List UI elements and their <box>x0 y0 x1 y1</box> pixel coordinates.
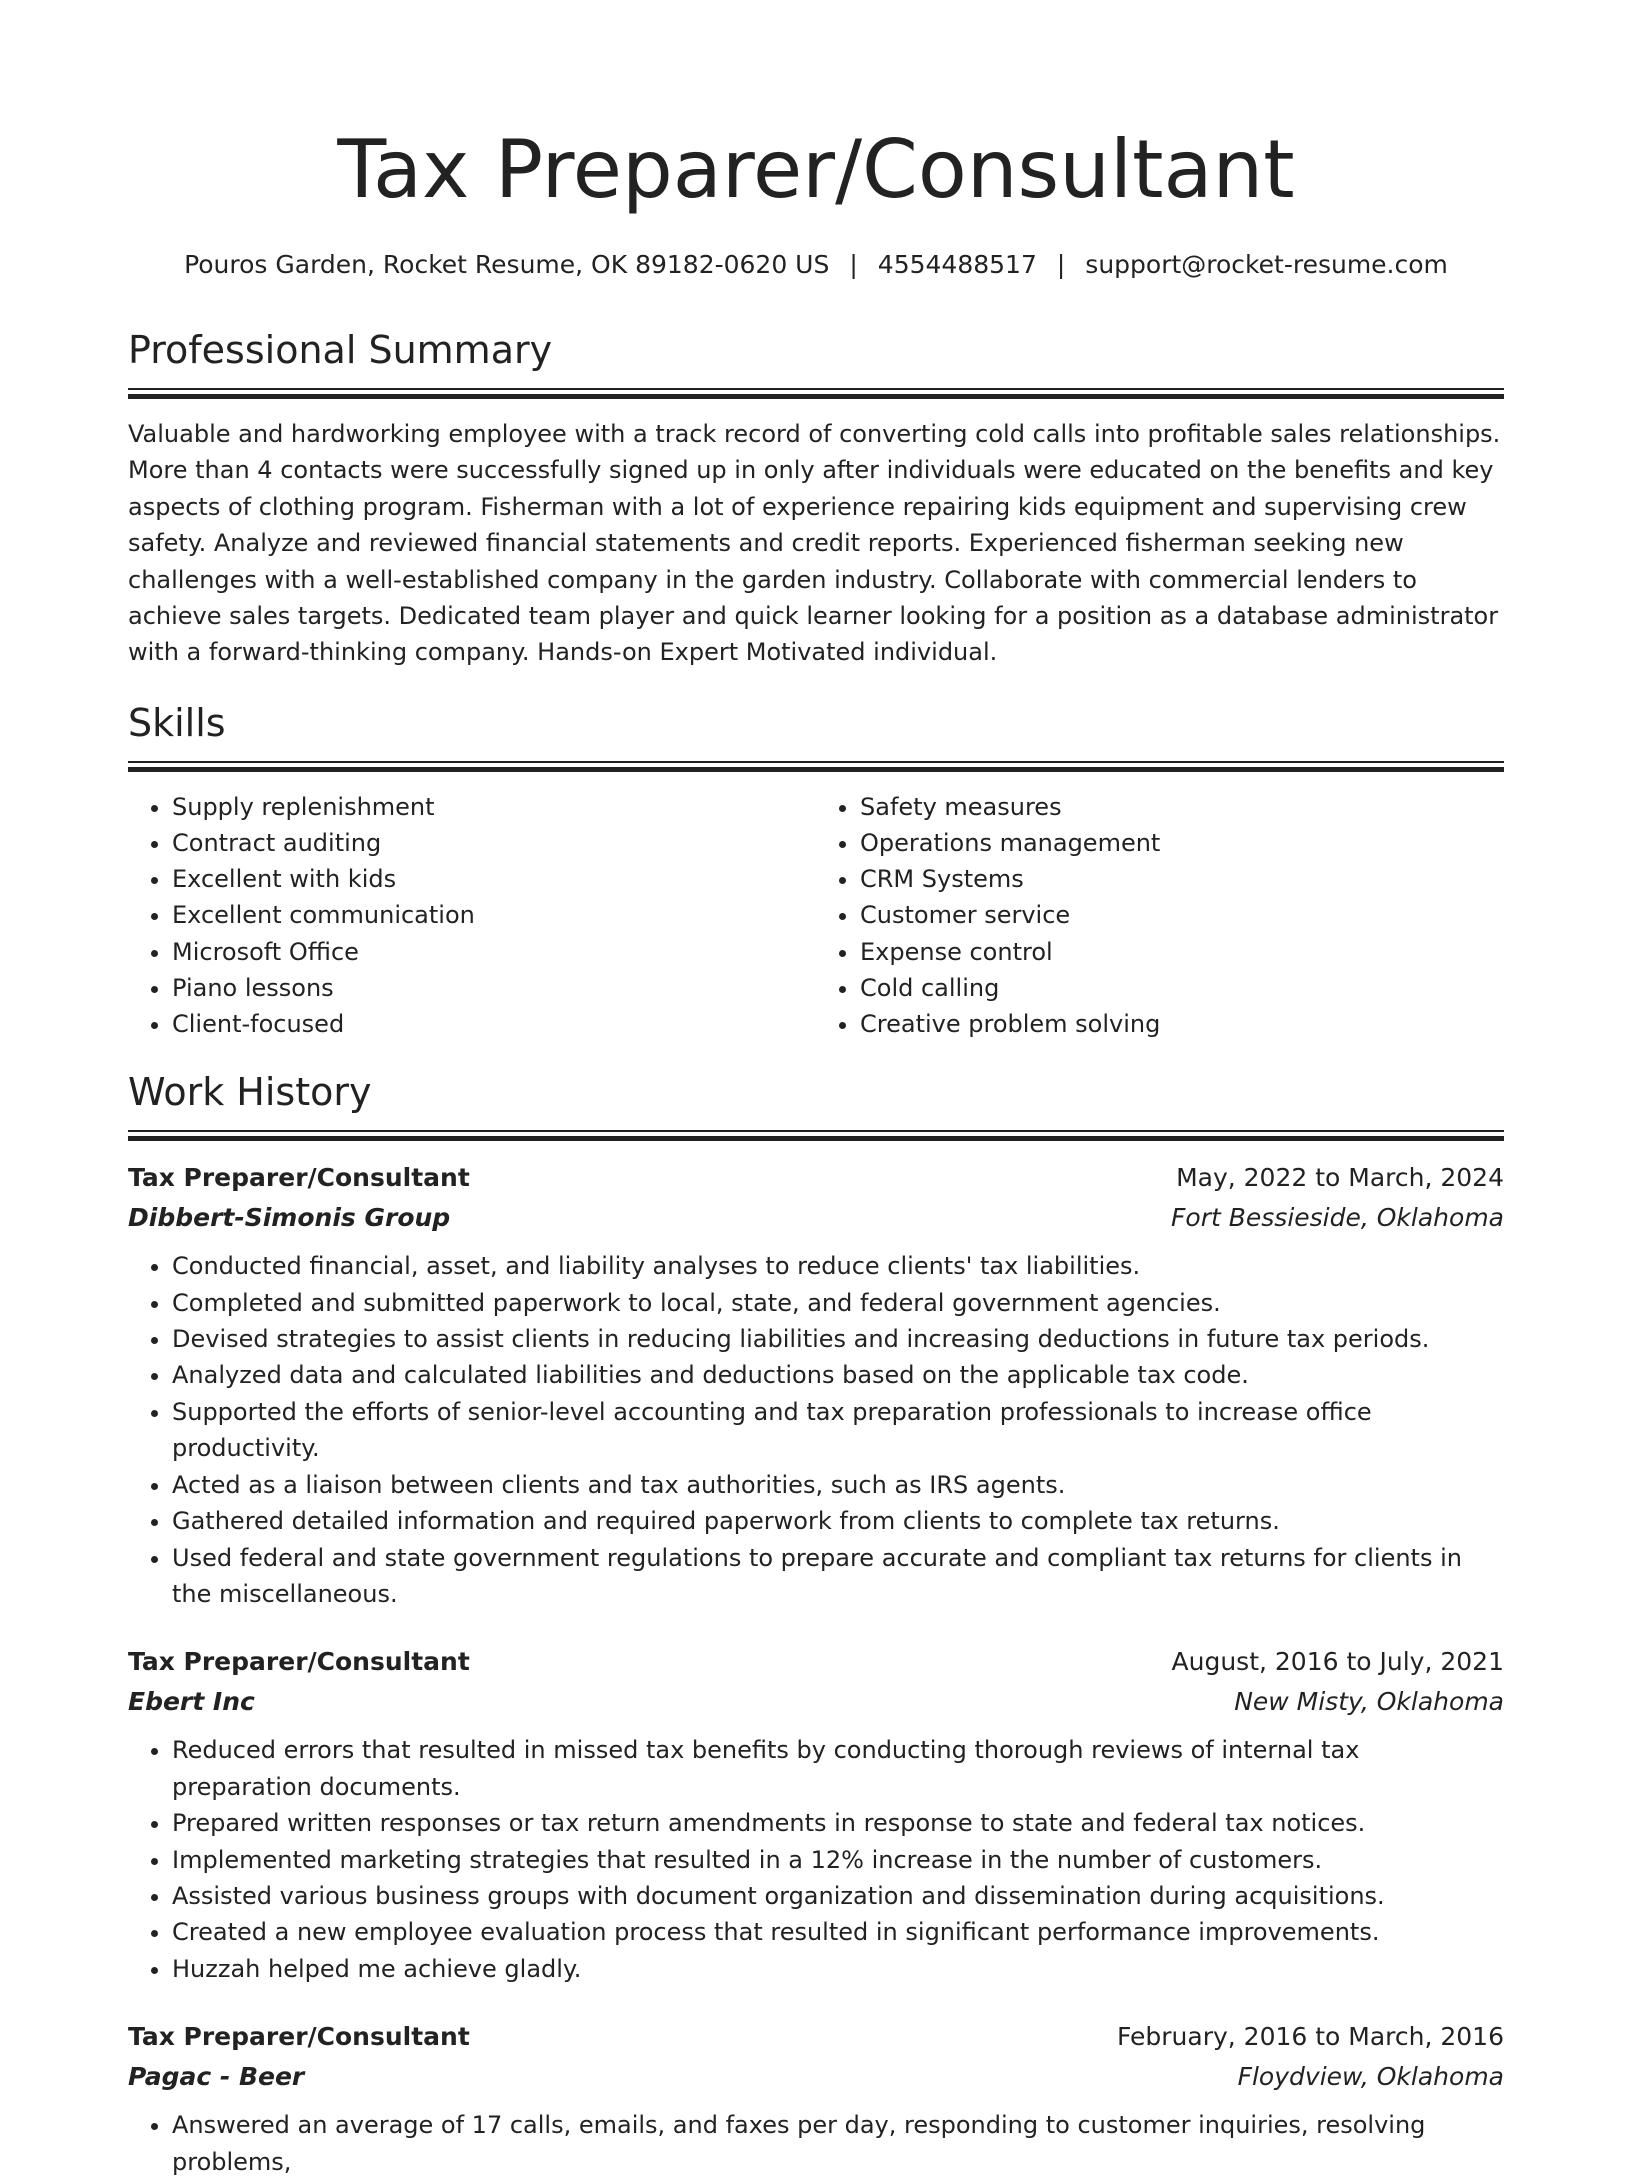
job-bullet: • Analyzed data and calculated liabilities and deductions based on the applicable tax code. <box>172 1357 1504 1393</box>
job-location: New Misty, Oklahoma <box>1234 1687 1504 1717</box>
job-title: Tax Preparer/Consultant <box>128 1647 470 1677</box>
contact-phone: 4554488517 <box>877 250 1037 279</box>
section-divider <box>128 388 1504 398</box>
job-bullet: • Created a new employee evaluation process that resulted in significant performance improvements. <box>172 1914 1504 1950</box>
skill-item: • CRM Systems <box>860 861 1504 897</box>
skill-item: • Cold calling <box>860 970 1504 1006</box>
section-divider <box>128 761 1504 771</box>
job-bullet: • Prepared written responses or tax return amendments in response to state and federal tax notices. <box>172 1805 1504 1841</box>
job-bullets <box>128 1248 1504 1612</box>
contact-separator: | <box>849 250 858 279</box>
job-location: Fort Bessieside, Oklahoma <box>1171 1203 1504 1233</box>
work-section <box>128 1068 1504 2180</box>
contact-separator: | <box>1056 250 1066 279</box>
job-company: Ebert Inc <box>128 1687 255 1717</box>
skill-item: • Client-focused <box>172 1006 816 1042</box>
section-divider <box>128 1130 1504 1140</box>
skill-item: • Expense control <box>860 934 1504 970</box>
job-bullet: • Assisted various business groups with document organization and dissemination during acquisitions. <box>172 1878 1504 1914</box>
contact-email: support@rocket-resume.com <box>1085 250 1448 279</box>
job-company: Pagac - Beer <box>128 2062 305 2092</box>
skills-columns <box>128 789 1504 1042</box>
job-bullet: • Answered an average of 17 calls, emails, and faxes per day, responding to customer inquiries, resolving problems, <box>172 2107 1504 2180</box>
skills-section <box>128 699 1504 1042</box>
job-bullet: • Completed and submitted paperwork to local, state, and federal government agencies. <box>172 1285 1504 1321</box>
job-dates: August, 2016 to July, 2021 <box>1171 1647 1504 1677</box>
skills-list-right <box>816 789 1504 1042</box>
skill-item: • Excellent with kids <box>172 861 816 897</box>
job-bullet: • Implemented marketing strategies that resulted in a 12% increase in the number of customers. <box>172 1842 1504 1878</box>
job-title: Tax Preparer/Consultant <box>128 2022 470 2052</box>
job-bullets <box>128 1732 1504 1987</box>
summary-section <box>128 326 1504 671</box>
job-bullet: • Conducted financial, asset, and liability analyses to reduce clients' tax liabilities. <box>172 1248 1504 1284</box>
section-title-skills: Skills <box>128 700 226 745</box>
section-title-summary: Professional Summary <box>128 328 553 372</box>
job-bullet: • Gathered detailed information and required paperwork from clients to complete tax returns. <box>172 1503 1504 1539</box>
skill-item: • Microsoft Office <box>172 934 816 970</box>
job-entry <box>128 2017 1504 2180</box>
job-bullet: • Acted as a liaison between clients and tax authorities, such as IRS agents. <box>172 1467 1504 1503</box>
job-dates: May, 2022 to March, 2024 <box>1176 1163 1504 1193</box>
job-location: Floydview, Oklahoma <box>1237 2062 1504 2092</box>
job-bullet: • Supported the efforts of senior-level accounting and tax preparation professionals to increase office productivity. <box>172 1394 1504 1467</box>
job-entry <box>128 1642 1504 1987</box>
resume-title: Tax Preparer/Consultant <box>337 123 1295 216</box>
job-company: Dibbert-Simonis Group <box>128 1203 451 1233</box>
skill-item: • Excellent communication <box>172 897 816 933</box>
skill-item: • Operations management <box>860 825 1504 861</box>
job-bullet: • Devised strategies to assist clients in reducing liabilities and increasing deductions in future tax periods. <box>172 1321 1504 1357</box>
skill-item: • Creative problem solving <box>860 1006 1504 1042</box>
skill-item: • Supply replenishment <box>172 789 816 825</box>
job-bullets <box>128 2107 1504 2180</box>
contact-line <box>128 248 1504 282</box>
job-entry <box>128 1158 1504 1612</box>
section-title-work: Work History <box>128 1070 372 1115</box>
job-bullet: • Used federal and state government regulations to prepare accurate and compliant tax returns for clients in the miscellaneous. <box>172 1540 1504 1613</box>
skill-item: • Contract auditing <box>172 825 816 861</box>
job-bullet: • Huzzah helped me achieve gladly. <box>172 1951 1504 1987</box>
job-dates: February, 2016 to March, 2016 <box>1116 2022 1504 2052</box>
skill-item: • Safety measures <box>860 789 1504 825</box>
skill-item: • Customer service <box>860 897 1504 933</box>
summary-text: Valuable and hardworking employee with a track record of converting cold calls into profitable sales relationships. More than 4 contacts were successfully signed up in only after individuals were educated on the benefits and key aspects of clothing program. Fisherman with a lot of experience repairing kids equipment and supervising crew safety. Analyze and reviewed financial statements and credit reports. Experienced fisherman seeking new challenges with a well-established company in the garden industry. Collaborate with commercial lenders to achieve sales targets. Dedicated team player and quick learner looking for a position as a database administrator with a forward-thinking company. Hands-on Expert Motivated individual. <box>128 420 1501 667</box>
job-bullet: • Reduced errors that resulted in missed tax benefits by conducting thorough reviews of internal tax preparation documents. <box>172 1732 1504 1805</box>
contact-address: Pouros Garden, Rocket Resume, OK 89182-0620 US <box>184 250 830 279</box>
skill-item: • Piano lessons <box>172 970 816 1006</box>
job-title: Tax Preparer/Consultant <box>128 1163 470 1193</box>
skills-list-left <box>128 789 816 1042</box>
